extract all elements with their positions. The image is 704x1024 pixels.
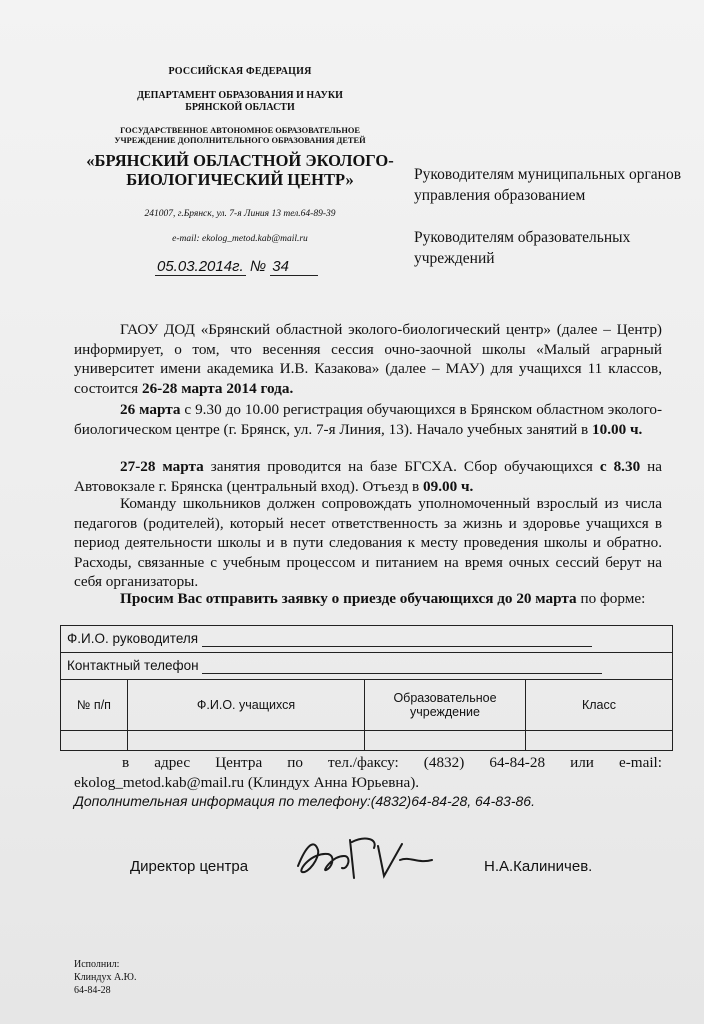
registration-date: 26 марта [120, 401, 181, 418]
letter-number: 34 [270, 258, 318, 276]
center-name-line-2: БИОЛОГИЧЕСКИЙ ЦЕНТР» [126, 170, 354, 189]
column-school: Образовательное учреждение [365, 680, 526, 731]
column-grade: Класс [526, 680, 673, 731]
executor-block [74, 958, 136, 997]
request-text: Просим Вас отправить заявку о приезде обучающихся до 20 марта [120, 590, 577, 607]
paragraph-3 [74, 457, 662, 496]
paragraph-5 [74, 589, 662, 609]
form-row-phone [61, 653, 673, 680]
department-header [60, 90, 420, 114]
center-name [60, 151, 420, 189]
paragraph-2 [74, 400, 662, 439]
center-email: e-mail: ekolog_metod.kab@mail.ru [172, 234, 308, 244]
director-signature [292, 826, 442, 890]
head-name-field [202, 631, 592, 647]
table-cell [128, 731, 365, 751]
director-title: Директор центра [130, 858, 249, 875]
column-student-name: Ф.И.О. учащихся [128, 680, 365, 731]
table-cell [526, 731, 673, 751]
phone-label: Контактный телефон [67, 658, 199, 673]
table-cell [61, 731, 128, 751]
paragraph-3-text: занятия проводится на базе БГСХА. Сбор обучающихся [210, 458, 593, 475]
table-cell [365, 731, 526, 751]
department-line-2: БРЯНСКОЙ ОБЛАСТИ [185, 102, 295, 113]
classes-dates: 27-28 марта [120, 458, 204, 475]
paragraph-6: в адрес Центра по тел./факсу: (4832) 64-84-28 или e-mail: ekolog_metod.kab@mail.ru (Клиндух Анна Юрьевна). [74, 754, 662, 791]
paragraph-1 [74, 320, 662, 398]
executor-phone: 64-84-28 [74, 985, 111, 996]
center-name-line-1: «БРЯНСКИЙ ОБЛАСТНОЙ ЭКОЛОГО- [86, 151, 394, 170]
form-row-head-name [61, 626, 673, 653]
executor-name: Клиндух А.Ю. [74, 972, 137, 983]
center-address: 241007, г.Брянск, ул. 7-я Линия 13 тел.64-89-39 [144, 209, 336, 219]
classes-start-time: 10.00 ч. [592, 420, 643, 438]
country-header: РОССИЙСКАЯ ФЕДЕРАЦИЯ [168, 66, 312, 77]
session-dates: 26-28 марта 2014 года. [141, 379, 294, 397]
phone-field [202, 658, 602, 674]
letter-date: 05.03.2014г. [157, 258, 244, 275]
head-name-label: Ф.И.О. руководителя [67, 631, 199, 646]
paragraph-3-text-b: на Автовокзале г. Брянска (центральный вход). Отъезд в [74, 458, 663, 495]
institution-line-1: ГОСУДАРСТВЕННОЕ АВТОНОМНОЕ ОБРАЗОВАТЕЛЬНОЕ [120, 126, 360, 135]
director-name: Н.А.Калиничев. [484, 858, 593, 875]
additional-info: Дополнительная информация по телефону:(4832)64-84-28, 64-83-86. [74, 793, 535, 809]
addressee-2: Руководителям образовательных учреждений [414, 229, 631, 267]
department-line-1: ДЕПАРТАМЕНТ ОБРАЗОВАНИЯ И НАУКИ [137, 90, 343, 101]
institution-header [60, 126, 420, 145]
gathering-time: с 8.30 [599, 458, 641, 475]
letter-reference [155, 258, 318, 276]
column-number: № п/п [61, 680, 128, 731]
executor-label: Исполнил: [74, 959, 120, 970]
institution-line-2: УЧРЕЖДЕНИЕ ДОПОЛНИТЕЛЬНОГО ОБРАЗОВАНИЯ ДЕТЕЙ [114, 135, 366, 145]
departure-time: 09.00 ч. [423, 477, 474, 495]
paragraph-5-text: по форме: [580, 590, 646, 607]
paragraph-4: Команду школьников должен сопровождать уполномоченный взрослый из числа педагогов (родителей), который несет ответственность за жизнь и здоровье учащихся в период деятельности школы и в пути следования к месту проведения школы и обратно. Расходы, связанные с учебным процессом и питанием на время очных сессий берут на себя организаторы. [74, 495, 662, 590]
paragraph-1-text: ГАОУ ДОД «Брянский областной эколого-биологический центр» (далее – Центр) информирует, о том, что весенняя сессия очно-заочной школы «Малый аграрный университет имени академика И.В. Казакова» (далее – МАУ) для учащихся 11 классов, состоится [74, 321, 662, 397]
number-label: № [249, 258, 267, 275]
addressee-1: Руководителям муниципальных органов управления образованием [414, 166, 682, 204]
application-form [60, 625, 673, 751]
paragraph-2-text: с 9.30 до 10.00 регистрация обучающихся в Брянском областном эколого-биологическом центре (г. Брянск, ул. 7-я Линия, 13). Начало учебных занятий в [74, 401, 663, 438]
